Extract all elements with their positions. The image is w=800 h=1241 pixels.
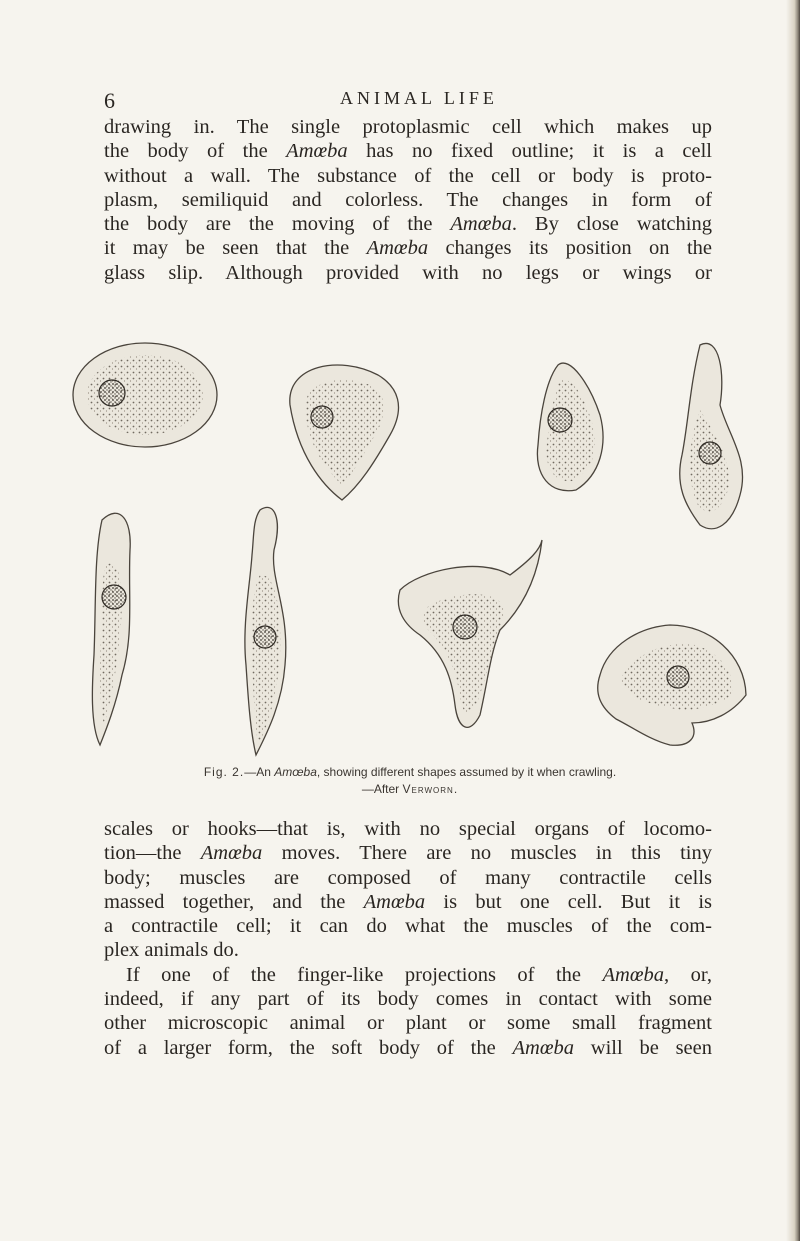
text-line: glass slip. Although provided with no legs or wings or — [104, 261, 712, 284]
text-line: tion—the Amœba moves. There are no muscles in this tiny — [104, 842, 712, 865]
text-line: If one of the finger-like projections of the Amœba, or, — [126, 963, 712, 986]
paragraph-top — [104, 115, 712, 285]
text-line: plasm, semiliquid and colorless. The changes in form of — [104, 188, 712, 211]
page-number: 6 — [104, 88, 116, 113]
nucleus — [99, 380, 125, 406]
nucleus — [667, 666, 689, 688]
figure-caption — [90, 764, 730, 798]
paragraph-bottom — [104, 817, 712, 1060]
amoeba-figure — [60, 335, 760, 760]
nucleus — [548, 408, 572, 432]
text-line: drawing in. The single protoplasmic cell which makes up — [104, 116, 712, 138]
text-line: the body are the moving of the Amœba. By close watching — [104, 213, 712, 236]
text-line: body; muscles are composed of many contractile cells — [104, 866, 712, 889]
page-edge-shadow — [786, 0, 800, 1241]
nucleus — [311, 406, 333, 428]
nucleus — [699, 442, 721, 464]
text-line: plex animals do. — [104, 939, 239, 962]
caption-line-1: Fig. 2.—An Amœba, showing different shapes assumed by it when crawling. — [203, 765, 617, 779]
text-line: massed together, and the Amœba is but one cell. But it is — [104, 890, 712, 913]
running-head: ANIMAL LIFE — [340, 88, 498, 108]
text-line: it may be seen that the Amœba changes its position on the — [104, 237, 712, 260]
nucleus — [254, 626, 276, 648]
page-header — [0, 88, 800, 118]
text-line: the body of the Amœba has no fixed outline; it is a cell — [104, 140, 712, 163]
text-line: of a larger form, the soft body of the Amœba will be seen — [104, 1036, 712, 1059]
nucleus — [453, 615, 477, 639]
text-line: scales or hooks—that is, with no special organs of locomo- — [104, 818, 712, 840]
caption-line-2: —After Verworn. — [361, 782, 459, 796]
text-line: a contractile cell; it can do what the muscles of the com- — [104, 915, 712, 938]
amoeba-illustration — [60, 335, 760, 760]
text-line: without a wall. The substance of the cell or body is proto- — [104, 164, 712, 187]
text-line: indeed, if any part of its body comes in contact with some — [104, 988, 712, 1011]
text-line: other microscopic animal or plant or some small fragment — [104, 1012, 712, 1035]
nucleus — [102, 585, 126, 609]
